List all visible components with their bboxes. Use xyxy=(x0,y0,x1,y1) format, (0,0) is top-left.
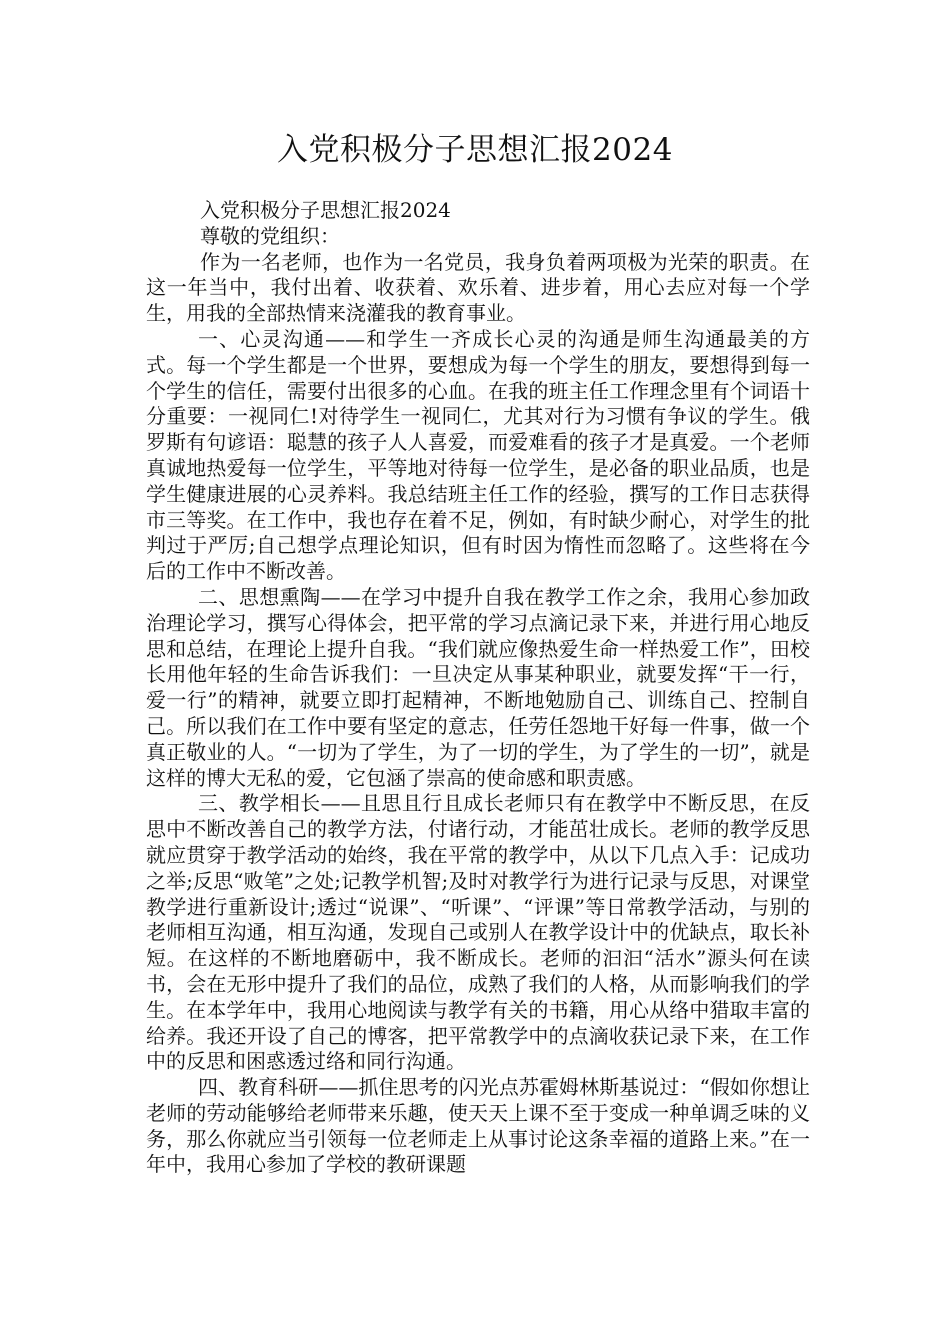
salutation: 尊敬的党组织： xyxy=(200,223,340,248)
paragraph-section-2: 二、思想熏陶——在学习中提升自我在教学工作之余，我用心参加政治理论学习，撰写心得体会，把平常的学习点滴记录下来，并进行用心地反思和总结，在理论上提升自我。“我们就应像热爱生命一样热爱工作”，田校长用他年轻的生命告诉我们：一旦决定从事某种职业，就要发挥“干一行，爱一行”的精神，就要立即打起精神，不断地勉励自己、训练自己、控制自己。所以我们在工作中要有坚定的意志，任劳任怨地干好每一件事，做一个真正敬业的人。“一切为了学生，为了一切的学生，为了学生的一切”，就是这样的博大无私的爱，它包涵了崇高的使命感和职责感。 xyxy=(146,584,810,790)
paragraph-intro: 作为一名老师，也作为一名党员，我身负着两项极为光荣的职责。在这一年当中，我付出着、收获着、欢乐着、进步着，用心去应对每一个学生，用我的全部热情来浇灌我的教育事业。 xyxy=(146,249,810,326)
document-title: 入党积极分子思想汇报2024 xyxy=(277,132,673,168)
document-subtitle: 入党积极分子思想汇报2024 xyxy=(200,198,451,222)
paragraph-section-1: 一、心灵沟通——和学生一齐成长心灵的沟通是师生沟通最美的方式。每一个学生都是一个世界，要想成为每一个学生的朋友，要想得到每一个学生的信任，需要付出很多的心血。在我的班主任工作理念里有个词语十分重要：一视同仁!对待学生一视同仁，尤其对行为习惯有争议的学生。俄罗斯有句谚语：聪慧的孩子人人喜爱，而爱难看的孩子才是真爱。一个老师真诚地热爱每一位学生，平等地对待每一位学生，是必备的职业品质，也是学生健康进展的心灵养料。我总结班主任工作的经验，撰写的工作日志获得市三等奖。在工作中，我也存在着不足，例如，有时缺少耐心，对学生的批判过于严厉;自己想学点理论知识，但有时因为惰性而忽略了。这些将在今后的工作中不断改善。 xyxy=(146,326,810,584)
paragraph-section-3: 三、教学相长——且思且行且成长老师只有在教学中不断反思，在反思中不断改善自己的教学方法，付诸行动，才能茁壮成长。老师的教学反思就应贯穿于教学活动的始终，我在平常的教学中，从以下几点入手：记成功之举;反思“败笔”之处;记教学机智;及时对教学行为进行记录与反思，对课堂教学进行重新设计;透过“说课”、“听课”、“评课”等日常教学活动，与别的老师相互沟通，相互沟通，发现自己或别人在教学设计中的优缺点，取长补短。在这样的不断地磨砺中，我不断成长。老师的汩汩“活水”源头何在读书，会在无形中提升了我们的品位，成熟了我们的人格，从而影响我们的学生。在本学年中，我用心地阅读与教学有关的书籍，用心从络中猎取丰富的给养。我还开设了自己的博客，把平常教学中的点滴收获记录下来，在工作中的反思和困惑透过络和同行沟通。 xyxy=(146,791,810,1074)
document-body xyxy=(146,198,810,1178)
paragraph-section-4: 四、教育科研——抓住思考的闪光点苏霍姆林斯基说过：“假如你想让老师的劳动能够给老师带来乐趣，使天天上课不至于变成一种单调乏味的义务，那么你就应当引领每一位老师走上从事讨论这条幸福的道路上来。”在一年中，我用心参加了学校的教研课题 xyxy=(146,1075,810,1177)
